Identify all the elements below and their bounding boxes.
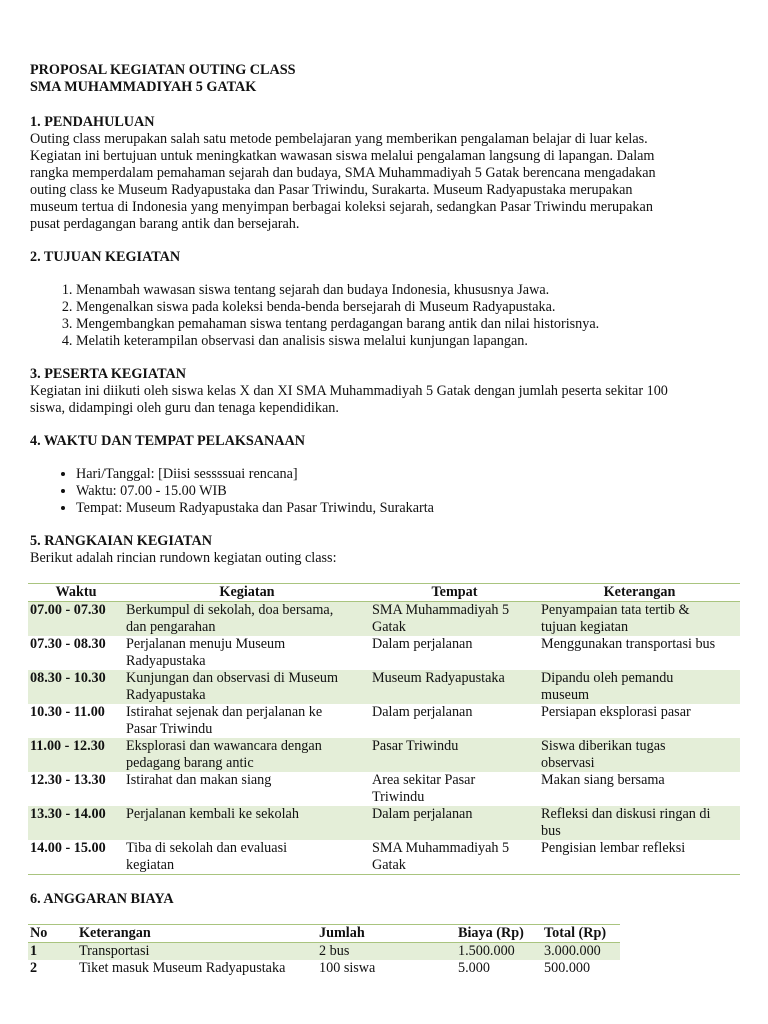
cell-waktu: 07.00 - 07.30 [28, 602, 124, 637]
section-heading-peserta: 3. PESERTA KEGIATAN [30, 366, 186, 382]
cell-line: Refleksi dan diskusi ringan di [541, 806, 711, 822]
cell-waktu: 13.30 - 14.00 [28, 806, 124, 840]
cell-line: Penyampaian tata tertib & [541, 602, 690, 618]
cell-biaya: 5.000 [458, 960, 490, 976]
table-row [28, 943, 620, 961]
cell-line: observasi [541, 755, 595, 771]
doc-title-line2: SMA MUHAMMADIYAH 5 GATAK [30, 79, 257, 95]
cell-line: Pasar Triwindu [372, 738, 459, 754]
cell-line: Radyapustaka [126, 653, 206, 669]
paragraph-line: Kegiatan ini bertujuan untuk meningkatkan wawasan siswa melalui pengalaman langsung di lapangan. Dalam [30, 148, 655, 164]
cell-line: SMA Muhammadiyah 5 [372, 602, 510, 618]
cell-line: Triwindu [372, 789, 425, 805]
cell-line: Dipandu oleh pemandu [541, 670, 674, 686]
cell-waktu: 07.30 - 08.30 [30, 636, 106, 652]
cell-jumlah: 2 bus [317, 943, 456, 961]
list-item: • Tempat: Museum Radyapustaka dan Pasar Triwindu, Surakarta [76, 500, 742, 517]
cell-waktu: 12.30 - 13.30 [30, 772, 106, 788]
cell-line: Dalam perjalanan [372, 806, 473, 822]
section-heading-tujuan: 2. TUJUAN KEGIATAN [30, 249, 181, 265]
list-item: • Hari/Tanggal: [Diisi sessssuai rencana] [76, 466, 742, 483]
paragraph-line: siswa, didampingi oleh guru dan tenaga kependidikan. [30, 400, 339, 416]
paragraph-line: outing class ke Museum Radyapustaka dan Pasar Triwindu, Surakarta. Museum Radyapustaka merupakan [30, 182, 633, 198]
cell-total: 3.000.000 [542, 943, 620, 961]
table-row [28, 960, 620, 977]
cell-line: Kunjungan dan observasi di Museum [126, 670, 338, 686]
cell-line: Gatak [372, 857, 406, 873]
cell-line: Istirahat sejenak dan perjalanan ke [126, 704, 323, 720]
cell-tempat [370, 738, 539, 772]
cell-kegiatan [124, 772, 370, 806]
cell-kegiatan [124, 738, 370, 772]
column-header-no: No [28, 925, 77, 943]
cell-waktu: 14.00 - 15.00 [30, 840, 106, 856]
cell-line: Perjalanan kembali ke sekolah [126, 806, 299, 822]
list-item: 4. Melatih keterampilan observasi dan analisis siswa melalui kunjungan lapangan. [76, 333, 742, 350]
column-header-jumlah: Jumlah [317, 925, 456, 943]
cell-line: bus [541, 823, 561, 839]
cell-ket [539, 636, 740, 670]
cell-line: Menggunakan transportasi bus [541, 636, 716, 652]
paragraph-line: rangka memperdalam pemahaman sejarah dan budaya, SMA Muhammadiyah 5 Gatak berencana mengadakan [30, 165, 656, 181]
cell-line: Persiapan eksplorasi pasar [541, 704, 691, 720]
cell-line: museum [541, 687, 590, 703]
section-heading-waktu-tempat: 4. WAKTU DAN TEMPAT PELAKSANAAN [30, 433, 305, 449]
cell-kegiatan [124, 670, 370, 704]
rundown-table [28, 583, 740, 875]
cell-line: Gatak [372, 619, 406, 635]
cell-line: Museum Radyapustaka [372, 670, 505, 686]
cell-line: Pasar Triwindu [126, 721, 213, 737]
cell-tempat [370, 772, 539, 806]
cell-keterangan: Transportasi [77, 943, 317, 961]
cell-ket [539, 772, 740, 806]
table-row [28, 840, 740, 875]
paragraph-line: pusat perdagangan barang antik dan bersejarah. [30, 216, 300, 232]
cell-line: Dalam perjalanan [372, 704, 473, 720]
cell-ket [539, 738, 740, 772]
list-item: • Waktu: 07.00 - 15.00 WIB [76, 483, 742, 500]
paragraph-line: Outing class merupakan salah satu metode pembelajaran yang memberikan pengalaman belajar di luar kelas. [30, 131, 648, 147]
section-heading-rangkaian: 5. RANGKAIAN KEGIATAN [30, 533, 212, 549]
cell-line: pedagang barang antic [126, 755, 254, 771]
cell-kegiatan [124, 806, 370, 840]
paragraph-line: museum tertua di Indonesia yang menyimpan berbagai koleksi sejarah, sedangkan Pasar Triwindu merupakan [30, 199, 653, 215]
section-heading-pendahuluan: 1. PENDAHULUAN [30, 114, 155, 130]
column-header-biaya: Biaya (Rp) [456, 925, 542, 943]
cell-line: kegiatan [126, 857, 175, 873]
paragraph-line: Kegiatan ini diikuti oleh siswa kelas X dan XI SMA Muhammadiyah 5 Gatak dengan jumlah peserta sekitar 100 [30, 383, 668, 399]
column-header-waktu: Waktu [28, 584, 124, 602]
column-header-kegiatan: Kegiatan [124, 584, 370, 602]
table-header-row [28, 925, 620, 943]
cell-line: Berkumpul di sekolah, doa bersama, [126, 602, 334, 618]
cell-tempat [370, 670, 539, 704]
cell-line: tujuan kegiatan [541, 619, 629, 635]
doc-title-line1: PROPOSAL KEGIATAN OUTING CLASS [30, 62, 296, 78]
cell-line: Perjalanan menuju Museum [126, 636, 286, 652]
list-item: 3. Mengembangkan pemahaman siswa tentang perdagangan barang antik dan nilai historisnya. [76, 316, 742, 333]
cell-line: Siswa diberikan tugas [541, 738, 666, 754]
table-row [28, 704, 740, 738]
cell-tempat [370, 602, 539, 637]
peserta-paragraph [30, 383, 742, 417]
cell-tempat [370, 806, 539, 840]
cell-waktu: 10.30 - 11.00 [30, 704, 105, 720]
column-header-keterangan: Keterangan [77, 925, 317, 943]
cell-waktu: 08.30 - 10.30 [28, 670, 124, 704]
cell-no: 1 [28, 943, 77, 961]
cell-waktu: 11.00 - 12.30 [28, 738, 124, 772]
table-row [28, 806, 740, 840]
table-row [28, 772, 740, 806]
cell-kegiatan [124, 602, 370, 637]
cell-line: Istirahat dan makan siang [126, 772, 272, 788]
cell-tempat [370, 636, 539, 670]
tujuan-list [30, 282, 742, 350]
column-header-total: Total (Rp) [542, 925, 620, 943]
waktu-tempat-list [30, 466, 742, 517]
cell-ket [539, 806, 740, 840]
cell-line: Area sekitar Pasar [372, 772, 476, 788]
cell-line: dan pengarahan [126, 619, 216, 635]
cell-tempat [370, 704, 539, 738]
section-heading-anggaran: 6. ANGGARAN BIAYA [30, 891, 174, 907]
cell-no: 2 [30, 960, 38, 976]
table-row [28, 602, 740, 637]
cell-kegiatan [124, 840, 370, 875]
cell-line: Eksplorasi dan wawancara dengan [126, 738, 322, 754]
cell-line: Makan siang bersama [541, 772, 665, 788]
column-header-keterangan: Keterangan [539, 584, 740, 602]
cell-biaya: 1.500.000 [456, 943, 542, 961]
cell-kegiatan [124, 704, 370, 738]
cell-kegiatan [124, 636, 370, 670]
cell-keterangan: Tiket masuk Museum Radyapustaka [79, 960, 286, 976]
cell-ket [539, 602, 740, 637]
cell-tempat [370, 840, 539, 875]
cell-ket [539, 840, 740, 875]
budget-table [28, 924, 620, 977]
list-item: 1. Menambah wawasan siswa tentang sejarah dan budaya Indonesia, khususnya Jawa. [76, 282, 742, 299]
cell-total: 500.000 [544, 960, 591, 976]
rangkaian-intro: Berikut adalah rincian rundown kegiatan outing class: [30, 550, 337, 566]
cell-ket [539, 704, 740, 738]
cell-ket [539, 670, 740, 704]
cell-line: Radyapustaka [126, 687, 206, 703]
table-row [28, 738, 740, 772]
cell-line: Tiba di sekolah dan evaluasi [126, 840, 288, 856]
column-header-tempat: Tempat [370, 584, 539, 602]
pendahuluan-paragraph [30, 131, 742, 233]
table-header-row [28, 584, 740, 602]
table-row [28, 636, 740, 670]
list-item: 2. Mengenalkan siswa pada koleksi benda-benda bersejarah di Museum Radyapustaka. [76, 299, 742, 316]
cell-jumlah: 100 siswa [319, 960, 376, 976]
cell-line: Dalam perjalanan [372, 636, 473, 652]
table-row [28, 670, 740, 704]
cell-line: Pengisian lembar refleksi [541, 840, 686, 856]
cell-line: SMA Muhammadiyah 5 [372, 840, 510, 856]
